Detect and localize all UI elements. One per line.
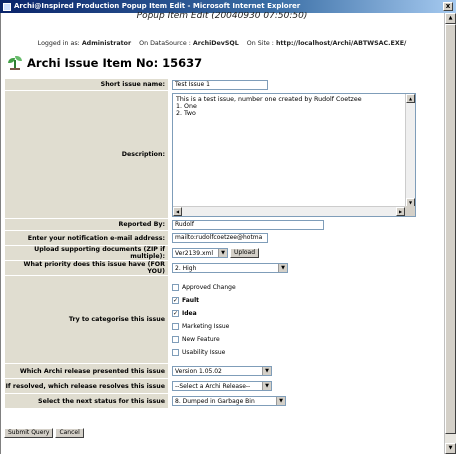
category-checkbox-marketing-issue[interactable]	[172, 323, 179, 330]
scroll-right-icon[interactable]: ▶	[396, 207, 405, 216]
category-checkbox-approved-change[interactable]	[172, 284, 179, 291]
categorise-label: Try to categorise this issue	[5, 276, 169, 364]
submit-button[interactable]: Submit Query	[4, 428, 53, 438]
scroll-thumb[interactable]	[445, 24, 456, 434]
scroll-down-icon[interactable]: ▼	[406, 198, 415, 207]
page-title	[8, 56, 202, 70]
release-presented-select[interactable]	[172, 366, 272, 376]
close-window-button[interactable]: x	[443, 2, 453, 11]
cancel-button[interactable]: Cancel	[55, 428, 83, 438]
site-label: On Site :	[246, 40, 274, 47]
category-label: Usability Issue	[182, 348, 226, 356]
category-label: Fault	[182, 296, 199, 304]
scroll-down-arrow-icon[interactable]: ▼	[445, 443, 456, 454]
chevron-down-icon: ▼	[278, 264, 287, 272]
form-actions	[4, 428, 84, 438]
category-checkbox-fault[interactable]: ✓	[173, 296, 179, 304]
scroll-corner	[405, 206, 415, 216]
category-label: Approved Change	[182, 283, 236, 291]
logged-in-user: Administrator	[81, 40, 132, 47]
chevron-down-icon: ▼	[276, 397, 285, 405]
next-status-value: 8. Dumped in Garbage Bin	[175, 397, 255, 405]
window-title: Archi@Inspired Production Popup Item Edit - Microsoft Internet Explorer	[14, 2, 301, 10]
session-info-bar	[0, 40, 444, 47]
upload-file-select[interactable]	[172, 248, 228, 258]
category-checkbox-list	[169, 276, 444, 364]
category-option[interactable]	[172, 320, 443, 333]
category-option[interactable]	[172, 281, 443, 294]
description-text: This is a test issue, number one created by Rudolf Coetzee 1. One 2. Two	[176, 95, 362, 117]
scroll-up-arrow-icon[interactable]: ▲	[445, 13, 456, 24]
datasource-value: ArchiDevSQL	[192, 40, 239, 47]
logged-in-label: Logged in as:	[37, 40, 80, 47]
upload-file-value: Ver2139.xml	[175, 249, 214, 257]
next-status-select[interactable]	[172, 396, 286, 406]
priority-select[interactable]	[172, 263, 288, 273]
datasource-label: On DataSource :	[139, 40, 191, 47]
ie-app-icon	[3, 3, 11, 11]
scroll-up-icon[interactable]: ▲	[406, 94, 415, 103]
chevron-down-icon: ▼	[218, 249, 227, 257]
popup-heading: Popup Item Edit (20040930 07:50:50)	[136, 12, 308, 20]
priority-value: 2. High	[175, 264, 197, 272]
description-label: Description:	[5, 91, 169, 219]
category-option[interactable]	[172, 346, 443, 359]
upload-label: Upload supporting documents (ZIP if multiple):	[5, 246, 169, 261]
category-checkbox-new-feature[interactable]	[172, 336, 179, 343]
scroll-left-icon[interactable]: ◀	[173, 207, 182, 216]
issue-edit-form	[4, 78, 444, 409]
upload-button[interactable]: Upload	[230, 248, 259, 258]
email-input[interactable]: mailto:rudolfcoetzee@hotma	[172, 233, 268, 243]
page-title-text: Archi Issue Item No: 15637	[27, 56, 203, 70]
category-label: Marketing Issue	[182, 322, 230, 330]
category-option[interactable]	[172, 307, 443, 320]
release-resolves-select[interactable]	[172, 381, 272, 391]
next-status-label: Select the next status for this issue	[5, 394, 169, 409]
release-presented-label: Which Archi release presented this issue	[5, 364, 169, 379]
release-resolves-value: --Select a Archi Release--	[175, 382, 251, 390]
reported-by-label: Reported By:	[5, 219, 169, 231]
release-resolves-label: If resolved, which release resolves this issue	[5, 379, 169, 394]
category-label: Idea	[182, 309, 197, 317]
category-checkbox-idea[interactable]: ✓	[173, 309, 179, 317]
priority-label: What priority does this issue have (FOR YOU)	[5, 261, 169, 276]
category-checkbox-usability-issue[interactable]	[172, 349, 179, 356]
short-name-input[interactable]: Test Issue 1	[172, 80, 268, 90]
category-option[interactable]	[172, 294, 443, 307]
reported-by-input[interactable]: Rudolf	[172, 220, 324, 230]
description-hscrollbar[interactable]	[173, 206, 405, 216]
site-value: http://localhost/Archi/ABTWSAC.EXE/	[275, 40, 407, 47]
description-vscrollbar[interactable]	[405, 94, 415, 207]
category-label: New Feature	[182, 335, 220, 343]
chevron-down-icon: ▼	[262, 367, 271, 375]
page-vertical-scrollbar[interactable]	[444, 13, 456, 454]
release-presented-value: Version 1.05.02	[175, 367, 222, 375]
chevron-down-icon: ▼	[262, 382, 271, 390]
category-option[interactable]	[172, 333, 443, 346]
plant-icon	[8, 56, 22, 70]
email-label: Enter your notification e-mail address:	[5, 231, 169, 246]
short-name-label: Short issue name:	[5, 79, 169, 91]
description-textarea[interactable]	[172, 93, 416, 217]
